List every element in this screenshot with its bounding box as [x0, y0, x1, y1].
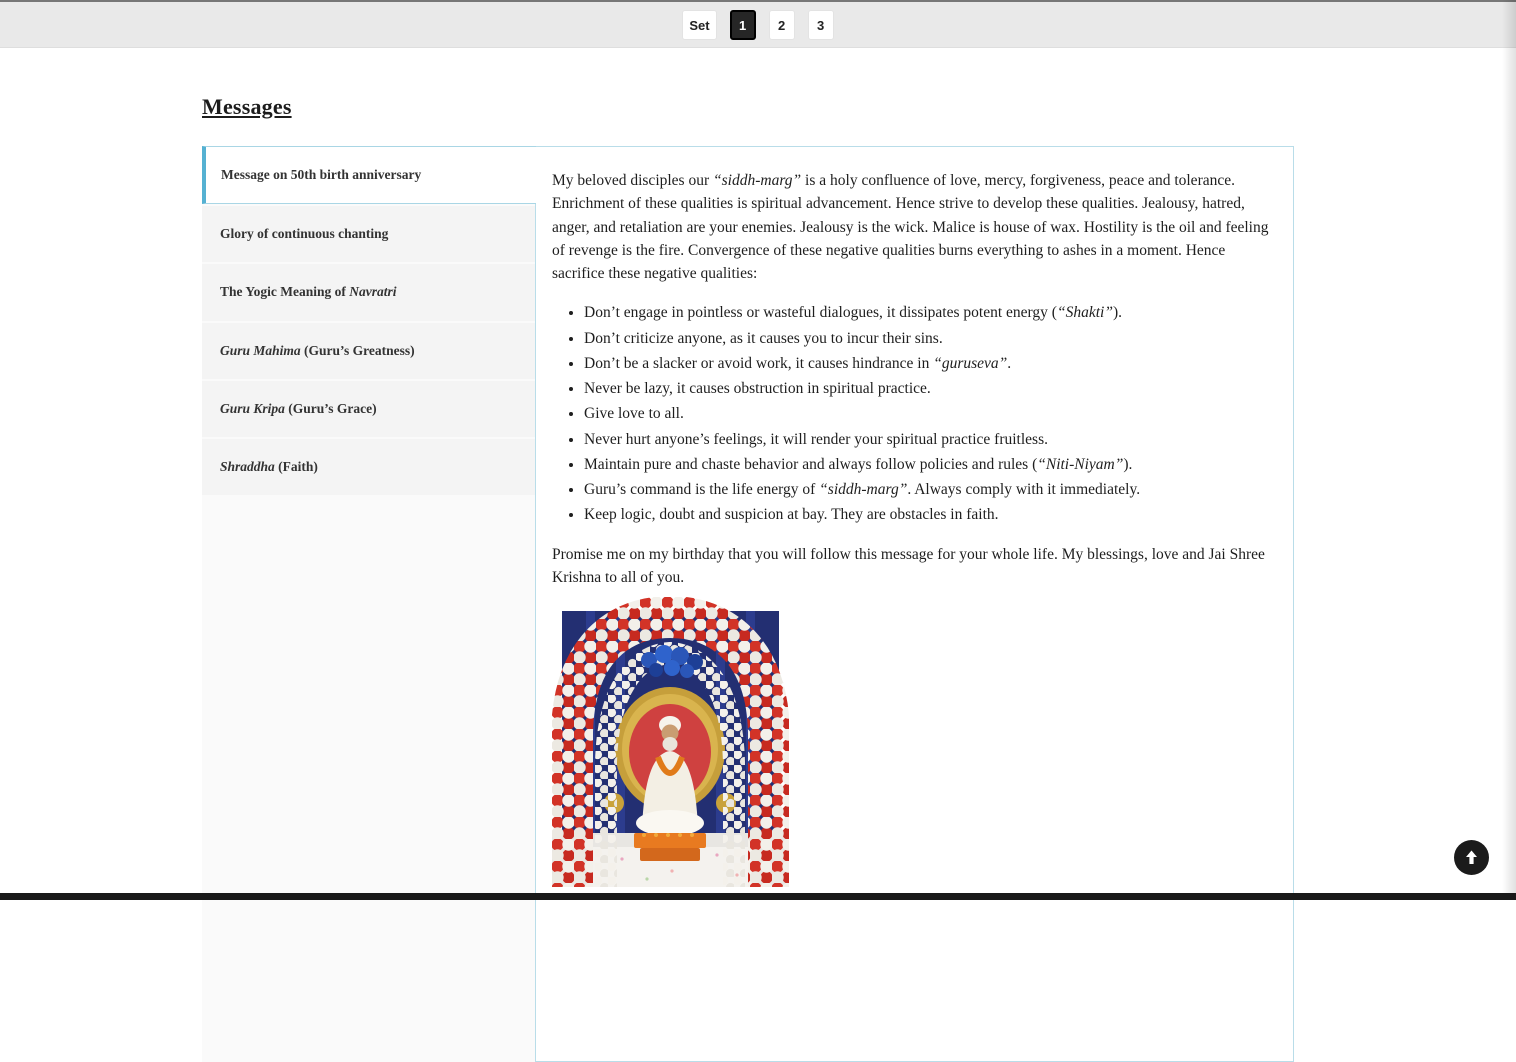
list-item: • Maintain pure and chaste behavior and always follow policies and rules (“Niti-Niyam”). — [584, 453, 1273, 476]
sidebar-item-guru-mahima[interactable]: Guru Mahima (Guru’s Greatness) — [202, 323, 535, 379]
guidelines-list — [552, 301, 1273, 526]
bottom-edge-bar — [0, 893, 1516, 900]
list-item: • Don’t engage in pointless or wasteful dialogues, it dissipates potent energy (“Shakti”). — [584, 301, 1273, 324]
messages-layout — [202, 146, 1294, 1062]
pagination-page-1[interactable]: 1 — [730, 10, 756, 40]
page-body — [202, 46, 1294, 1062]
closing-paragraph: Promise me on my birthday that you will follow this message for your whole life. My blessings, love and Jai Shree Krishna to all of you. — [552, 545, 1265, 586]
intro-paragraph: My beloved disciples our “siddh-marg” is a holy confluence of love, mercy, forgiveness, peace and tolerance. Enrichment of these qualities is spiritual advancement. Hence strive to develop these qualities. Jealousy, hatred, anger, and retaliation are your enemies. Jealousy is the wick. Malice is house of wax. Hostility is the oil and feeling of revenge is the fire. Convergence of these negative qualities burns everything to ashes in a moment. Hence sacrifice these negative qualities: — [552, 172, 1269, 282]
sidebar-item-message-50th-birth-anniversary[interactable]: Message on 50th birth anniversary — [202, 146, 536, 204]
pagination — [682, 10, 833, 40]
sidebar-item-guru-kripa[interactable]: Guru Kripa (Guru’s Grace) — [202, 381, 535, 437]
list-item: • Keep logic, doubt and suspicion at bay. They are obstacles in faith. — [584, 503, 1273, 526]
list-item: • Never be lazy, it causes obstruction in spiritual practice. — [584, 377, 1273, 400]
birthday-celebration-photo — [552, 597, 1273, 887]
list-item: • Don’t be a slacker or avoid work, it causes hindrance in “guruseva”. — [584, 352, 1273, 375]
pagination-page-2[interactable]: 2 — [769, 10, 795, 40]
pagination-page-3[interactable]: 3 — [808, 10, 834, 40]
top-pagination-bar — [0, 0, 1516, 48]
pagination-set-button[interactable]: Set — [682, 10, 716, 40]
list-item: • Guru’s command is the life energy of “siddh-marg”. Always comply with it immediately. — [584, 478, 1273, 501]
page-title: Messages — [202, 94, 292, 119]
right-edge-shadow — [1502, 0, 1516, 900]
scroll-to-top-button[interactable] — [1454, 840, 1489, 875]
sidebar-item-shraddha[interactable]: Shraddha (Faith) — [202, 439, 535, 495]
message-tabs — [202, 146, 535, 1062]
sidebar-item-yogic-meaning-of-navratri[interactable]: The Yogic Meaning of Navratri — [202, 264, 535, 320]
message-content-panel — [535, 146, 1294, 1062]
up-arrow-icon — [1463, 849, 1480, 866]
list-item: • Never hurt anyone’s feelings, it will render your spiritual practice fruitless. — [584, 428, 1273, 451]
list-item: • Don’t criticize anyone, as it causes you to incur their sins. — [584, 327, 1273, 350]
sidebar-item-glory-of-continuous-chanting[interactable]: Glory of continuous chanting — [202, 206, 535, 262]
list-item: • Give love to all. — [584, 402, 1273, 425]
